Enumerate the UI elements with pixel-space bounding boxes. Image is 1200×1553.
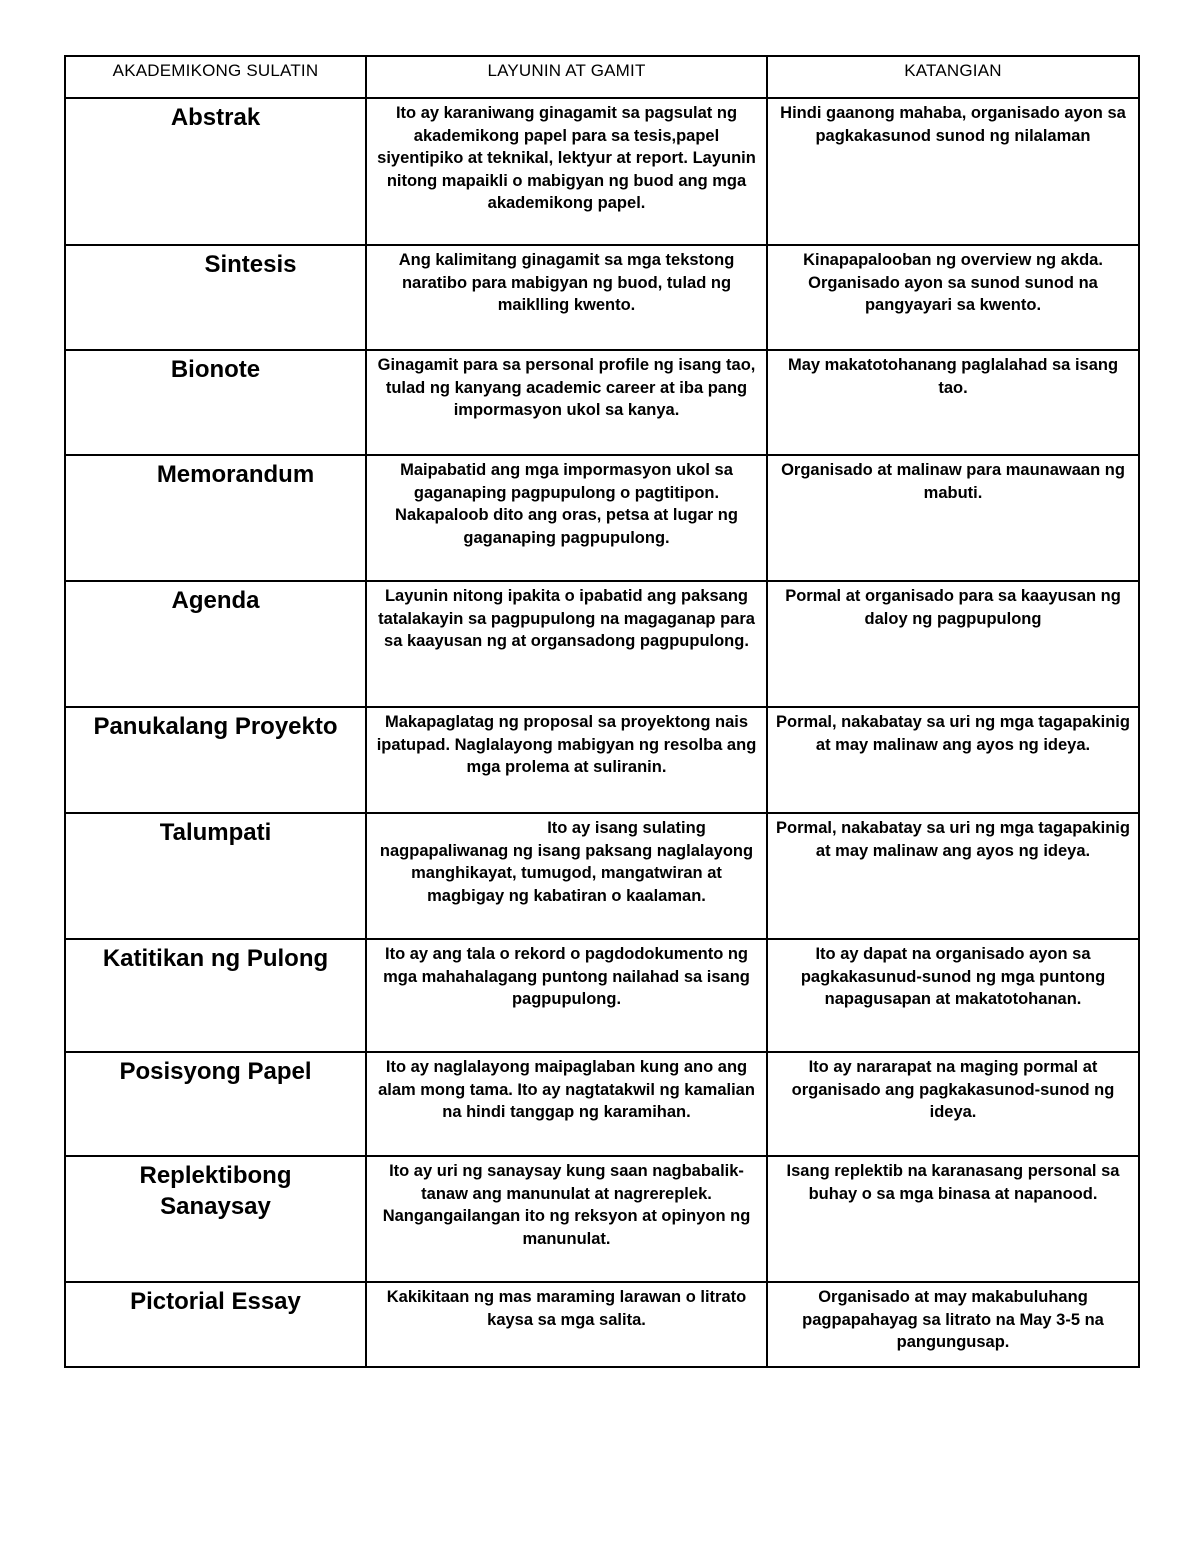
term-cell: Abstrak [65,98,366,245]
term-cell: Talumpati [65,813,366,939]
katangian-cell: Pormal, nakabatay sa uri ng mga tagapakinig at may malinaw ang ayos ng ideya. [767,813,1139,939]
table-row [65,1156,1139,1282]
term-cell: Pictorial Essay [65,1282,366,1367]
term-cell: Replektibong Sanaysay [65,1156,366,1282]
term-cell: Katitikan ng Pulong [65,939,366,1052]
katangian-cell: Ito ay nararapat na maging pormal at organisado ang pagkakasunod-sunod ng ideya. [767,1052,1139,1156]
katangian-cell: Pormal at organisado para sa kaayusan ng daloy ng pagpupulong [767,581,1139,707]
header-katangian: KATANGIAN [767,56,1139,98]
layunin-cell: Ito ay naglalayong maipaglaban kung ano ang alam mong tama. Ito ay nagtatakwil ng kamalian na hindi tanggap ng karamihan. [366,1052,767,1156]
term-cell: Posisyong Papel [65,1052,366,1156]
katangian-cell: Hindi gaanong mahaba, organisado ayon sa pagkakasunod sunod ng nilalaman [767,98,1139,245]
akademikong-sulatin-table [64,55,1140,1368]
katangian-cell: Organisado at may makabuluhang pagpapahayag sa litrato na May 3-5 na pangungusap. [767,1282,1139,1367]
table-row [65,813,1139,939]
table-row [65,245,1139,350]
katangian-cell: Ito ay dapat na organisado ayon sa pagkakasunud-sunod ng mga puntong napagusapan at makatotohanan. [767,939,1139,1052]
layunin-cell: Ito ay uri ng sanaysay kung saan nagbabalik-tanaw ang manunulat at nagrereplek. Nangangailangan ito ng reksyon at opinyon ng manunulat. [366,1156,767,1282]
term-cell: Memorandum [65,455,366,581]
term-cell: Panukalang Proyekto [65,707,366,813]
header-layunin-at-gamit: LAYUNIN AT GAMIT [366,56,767,98]
header-akademikong-sulatin: AKADEMIKONG SULATIN [65,56,366,98]
table-row [65,939,1139,1052]
term-cell: Bionote [65,350,366,455]
term-cell: Sintesis [65,245,366,350]
table-row [65,1052,1139,1156]
layunin-cell: Maipabatid ang mga impormasyon ukol sa gaganaping pagpupulong o pagtitipon. Nakapaloob dito ang oras, petsa at lugar ng gaganaping pagpupulong. [366,455,767,581]
layunin-cell: Makapaglatag ng proposal sa proyektong nais ipatupad. Naglalayong mabigyan ng resolba ang mga prolema at suliranin. [366,707,767,813]
table-row [65,1282,1139,1367]
layunin-cell: Ito ay karaniwang ginagamit sa pagsulat ng akademikong papel para sa tesis,papel siyentipiko at teknikal, lektyur at report. Layunin nitong mapaikli o mabigyan ng buod ang mga akademikong papel. [366,98,767,245]
table-row [65,581,1139,707]
katangian-cell: Organisado at malinaw para maunawaan ng mabuti. [767,455,1139,581]
katangian-cell: Kinapapalooban ng overview ng akda. Organisado ayon sa sunod sunod na pangyayari sa kwento. [767,245,1139,350]
table-row [65,455,1139,581]
katangian-cell: May makatotohanang paglalahad sa isang tao. [767,350,1139,455]
table-row [65,350,1139,455]
layunin-cell: Ito ay isang sulating nagpapaliwanag ng isang paksang naglalayong manghikayat, tumugod, mangatwiran at magbigay ng kabatiran o kaalaman. [366,813,767,939]
layunin-cell: Ang kalimitang ginagamit sa mga tekstong naratibo para mabigyan ng buod, tulad ng maiklling kwento. [366,245,767,350]
katangian-cell: Pormal, nakabatay sa uri ng mga tagapakinig at may malinaw ang ayos ng ideya. [767,707,1139,813]
term-cell: Agenda [65,581,366,707]
table-row [65,98,1139,245]
layunin-cell: Kakikitaan ng mas maraming larawan o litrato kaysa sa mga salita. [366,1282,767,1367]
layunin-cell: Ito ay ang tala o rekord o pagdodokumento ng mga mahahalagang puntong nailahad sa isang pagpupulong. [366,939,767,1052]
layunin-cell: Layunin nitong ipakita o ipabatid ang paksang tatalakayin sa pagpupulong na magaganap para sa kaayusan ng at organsadong pagpupulong. [366,581,767,707]
katangian-cell: Isang replektib na karanasang personal sa buhay o sa mga binasa at napanood. [767,1156,1139,1282]
table-row [65,707,1139,813]
layunin-cell: Ginagamit para sa personal profile ng isang tao, tulad ng kanyang academic career at iba pang impormasyon ukol sa kanya. [366,350,767,455]
header-row [65,56,1139,98]
